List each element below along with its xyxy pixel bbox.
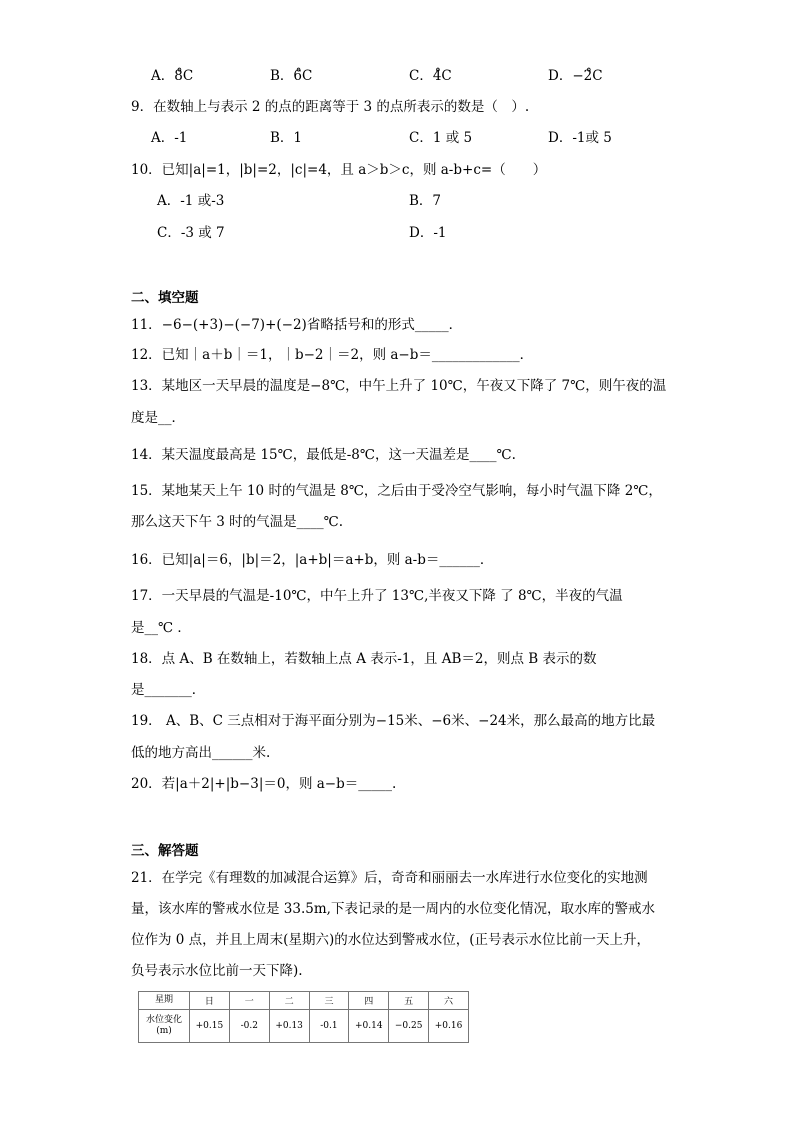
- table-day-cell: 二: [269, 992, 309, 1010]
- q19-text-line2: 低的地方高出______米.: [131, 745, 271, 761]
- q16-text: 16．已知|a|＝6，|b|＝2，|a+b|＝a+b，则 a-b＝______．: [131, 552, 494, 568]
- q10-option-c: C．-3 或 7: [157, 225, 225, 241]
- table-value-cell: +0.14: [349, 1010, 389, 1043]
- table-header-row: [139, 992, 469, 1010]
- q15-text-line2: 那么这天下午 3 时的气温是____℃.: [131, 514, 344, 530]
- q10-text: 10．已知|a|=1，|b|=2，|c|=4，且 a＞b＞c，则 a-b+c=（ ）: [131, 162, 547, 178]
- q8-option-d: D．−2̊C: [548, 68, 603, 84]
- q14-text: 14．某天温度最高是 15℃，最低是-8℃，这一天温差是____℃.: [131, 447, 516, 463]
- table-value-cell: +0.15: [190, 1010, 230, 1043]
- q8-option-b: B．6̊C: [270, 68, 313, 84]
- q11-text: 11．−6−(+3)−(−7)+(−2)省略括号和的形式_____．: [131, 317, 463, 333]
- q10-option-a: A．-1 或-3: [157, 193, 225, 209]
- table-row-label-line1: 水位变化: [145, 1015, 182, 1025]
- table-value-cell: -0.1: [309, 1010, 349, 1043]
- q20-text: 20．若|a＋2|+|b−3|＝0，则 a−b＝_____.: [131, 776, 397, 792]
- table-day-cell: 六: [429, 992, 469, 1010]
- table-header-label: 星期: [139, 992, 190, 1010]
- q18-text-line1: 18．点 A、B 在数轴上，若数轴上点 A 表示-1，且 AB＝2，则点 B 表示的数: [131, 651, 597, 667]
- q10-option-b: B．7: [409, 193, 442, 209]
- table-row-label-line2: (m): [156, 1026, 172, 1036]
- table-day-cell: 一: [229, 992, 269, 1010]
- q9-option-d: D．-1或 5: [548, 130, 612, 146]
- table-row-label: [139, 1010, 190, 1043]
- q10-option-d: D．-1: [409, 225, 447, 241]
- table-value-cell: -0.2: [229, 1010, 269, 1043]
- water-level-table: [138, 991, 469, 1043]
- q19-text-line1: 19． A、B、C 三点相对于海平面分别为−15米、−6米、−24米，那么最高的地方比最: [131, 713, 656, 729]
- q8-option-a: A．8̊C: [151, 68, 194, 84]
- q13-text-line1: 13．某地区一天早晨的温度是−8℃，中午上升了 10℃，午夜又下降了 7℃，则午夜的温: [131, 378, 667, 394]
- table-day-cell: 四: [349, 992, 389, 1010]
- table-day-cell: 三: [309, 992, 349, 1010]
- table-value-row: [139, 1010, 469, 1043]
- q12-text: 12．已知｜a＋b｜＝1，｜b−2｜＝2，则 a−b＝_____________．: [131, 347, 534, 363]
- q9-text: 9．在数轴上与表示 2 的点的距离等于 3 的点所表示的数是（ ）.: [131, 99, 530, 115]
- q17-text-line2: 是__℃ ．: [131, 620, 191, 636]
- table-value-cell: +0.13: [269, 1010, 309, 1043]
- section-fill-blank-title: 二、填空题: [131, 290, 199, 306]
- q15-text-line1: 15．某地某天上午 10 时的气温是 8℃，之后由于受冷空气影响，每小时气温下降 2℃，: [131, 483, 662, 499]
- q21-text-line3: 位作为 0 点，并且上周末(星期六)的水位达到警戒水位，(正号表示水位比前一天上升，: [131, 932, 650, 948]
- table-value-cell: −0.25: [389, 1010, 429, 1043]
- q21-text-line4: 负号表示水位比前一天下降).: [131, 963, 303, 979]
- table-day-cell: 日: [190, 992, 230, 1010]
- q9-option-a: A．-1: [151, 130, 188, 146]
- table-value-cell: +0.16: [429, 1010, 469, 1043]
- q21-text-line1: 21．在学完《有理数的加减混合运算》后，奇奇和丽丽去一水库进行水位变化的实地测: [131, 870, 648, 886]
- q18-text-line2: 是_______．: [131, 682, 206, 698]
- q21-text-line2: 量，该水库的警戒水位是 33.5m,下表记录的是一周内的水位变化情况，取水库的警戒水: [131, 901, 655, 917]
- table-day-cell: 五: [389, 992, 429, 1010]
- q9-option-b: B．1: [270, 130, 303, 146]
- q13-text-line2: 度是__．: [131, 410, 185, 426]
- q17-text-line1: 17．一天早晨的气温是-10℃，中午上升了 13℃,半夜又下降 了 8℃，半夜的气温: [131, 588, 623, 604]
- q8-option-c: C．4̊C: [409, 68, 452, 84]
- section-answer-title: 三、解答题: [131, 843, 199, 859]
- q9-option-c: C．1 或 5: [409, 130, 473, 146]
